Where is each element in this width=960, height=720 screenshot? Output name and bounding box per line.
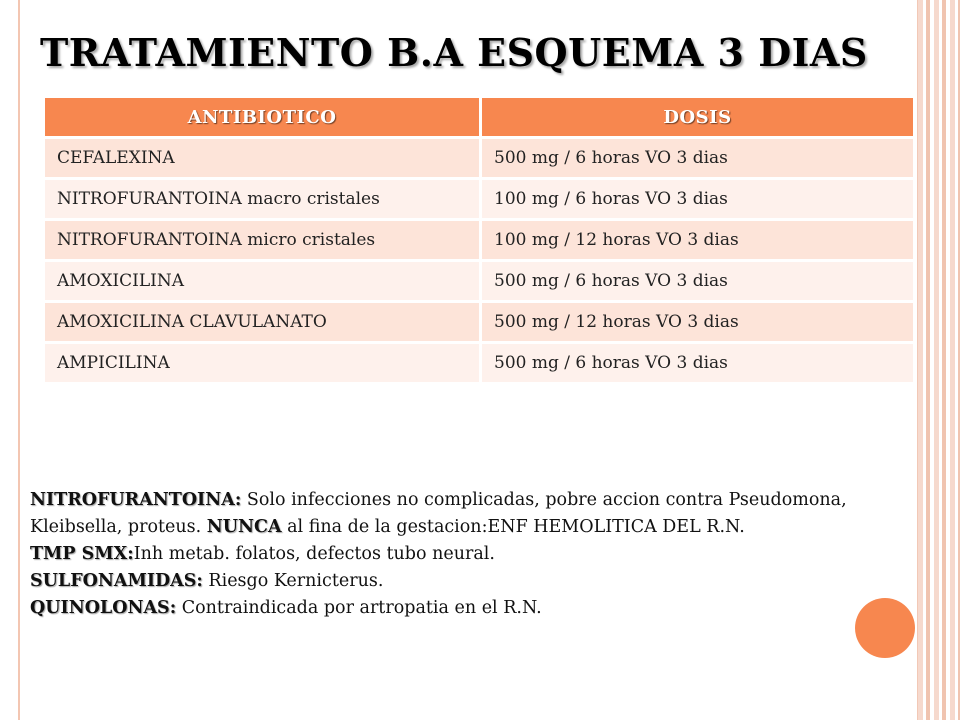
note-label: TMP SMX: bbox=[30, 544, 134, 564]
dose-cell: 100 mg / 12 horas VO 3 dias bbox=[482, 221, 913, 259]
table-header-row bbox=[45, 98, 913, 136]
note-label: SULFONAMIDAS: bbox=[30, 571, 203, 591]
antibiotic-cell: CEFALEXINA bbox=[45, 139, 482, 177]
antibiotic-cell: AMOXICILINA CLAVULANATO bbox=[45, 303, 482, 341]
notes-block bbox=[30, 487, 860, 622]
table-row bbox=[45, 344, 913, 382]
slide-title: TRATAMIENTO B.A ESQUEMA 3 DIAS bbox=[40, 30, 868, 75]
antibiotic-cell: AMPICILINA bbox=[45, 344, 482, 382]
note-quinolonas bbox=[30, 595, 860, 622]
table-row bbox=[45, 139, 913, 177]
table-row bbox=[45, 180, 913, 218]
slide-right-border bbox=[918, 0, 960, 720]
note-text: Solo infecciones no complicadas, pobre accion contra Pseudomona, Kleibsella, proteus. bbox=[30, 490, 847, 537]
antibiotic-cell: NITROFURANTOINA macro cristales bbox=[45, 180, 482, 218]
table-row bbox=[45, 303, 913, 341]
note-text: al fina de la gestacion:ENF HEMOLITICA DEL R.N. bbox=[281, 517, 745, 537]
header-antibiotic: ANTIBIOTICO bbox=[45, 98, 482, 136]
antibiotic-table bbox=[45, 95, 913, 385]
note-nitrofurantoina bbox=[30, 487, 860, 541]
note-sulfonamidas bbox=[30, 568, 860, 595]
dose-cell: 500 mg / 6 horas VO 3 dias bbox=[482, 139, 913, 177]
table-row bbox=[45, 221, 913, 259]
antibiotic-cell: AMOXICILINA bbox=[45, 262, 482, 300]
note-text: Inh metab. folatos, defectos tubo neural. bbox=[133, 544, 495, 564]
dose-cell: 500 mg / 12 horas VO 3 dias bbox=[482, 303, 913, 341]
note-label-nunca: NUNCA bbox=[206, 517, 282, 537]
note-text: Riesgo Kernicterus. bbox=[202, 571, 384, 591]
slide-left-rule bbox=[18, 0, 20, 720]
note-tmp-smx bbox=[30, 541, 860, 568]
note-text: Contraindicada por artropatia en el R.N. bbox=[176, 598, 542, 618]
note-label: QUINOLONAS: bbox=[30, 598, 177, 618]
antibiotic-cell: NITROFURANTOINA micro cristales bbox=[45, 221, 482, 259]
table-row bbox=[45, 262, 913, 300]
note-label: NITROFURANTOINA: bbox=[30, 490, 242, 510]
header-dose: DOSIS bbox=[482, 98, 913, 136]
decorative-circle bbox=[855, 598, 915, 658]
dose-cell: 500 mg / 6 horas VO 3 dias bbox=[482, 344, 913, 382]
dose-cell: 500 mg / 6 horas VO 3 dias bbox=[482, 262, 913, 300]
dose-cell: 100 mg / 6 horas VO 3 dias bbox=[482, 180, 913, 218]
